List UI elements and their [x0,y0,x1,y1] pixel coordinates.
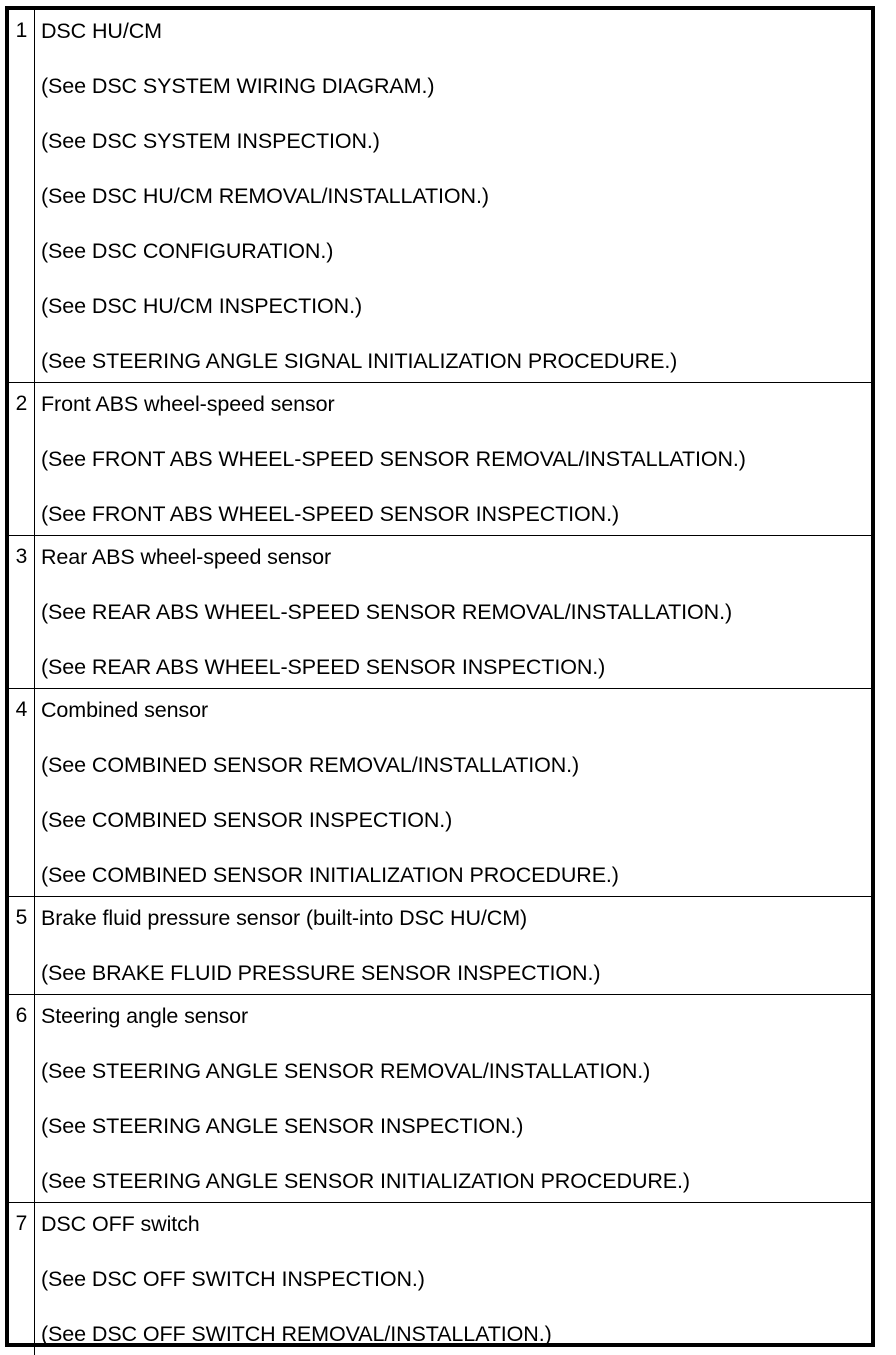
row-content [35,383,871,535]
reference-link[interactable]: (See DSC OFF SWITCH REMOVAL/INSTALLATION.) [41,1322,552,1346]
reference-link[interactable]: (See REAR ABS WHEEL-SPEED SENSOR REMOVAL/INSTALLATION.) [41,600,733,624]
row-content [35,1203,871,1355]
reference-link[interactable]: (See BRAKE FLUID PRESSURE SENSOR INSPECTION.) [41,961,601,985]
reference-link[interactable]: (See DSC OFF SWITCH INSPECTION.) [41,1267,425,1291]
row-number: 5 [9,897,35,994]
table-row [9,896,871,994]
component-title: Front ABS wheel-speed sensor [41,392,335,416]
row-number: 3 [9,536,35,688]
component-table [5,6,875,1347]
row-number: 4 [9,689,35,896]
table-row [9,535,871,688]
row-content [35,10,871,382]
row-content [35,689,871,896]
row-number: 7 [9,1203,35,1355]
component-title: Brake fluid pressure sensor (built-into DSC HU/CM) [41,906,528,930]
component-title: DSC OFF switch [41,1212,200,1236]
reference-link[interactable]: (See COMBINED SENSOR REMOVAL/INSTALLATION.) [41,753,580,777]
table-row [9,994,871,1202]
row-content [35,536,871,688]
component-title: Steering angle sensor [41,1004,249,1028]
reference-link[interactable]: (See COMBINED SENSOR INSPECTION.) [41,808,453,832]
reference-link[interactable]: (See DSC CONFIGURATION.) [41,239,334,263]
reference-link[interactable]: (See STEERING ANGLE SENSOR INITIALIZATION PROCEDURE.) [41,1169,690,1193]
row-number: 2 [9,383,35,535]
reference-link[interactable]: (See DSC SYSTEM INSPECTION.) [41,129,380,153]
table-row [9,1202,871,1355]
row-number: 6 [9,995,35,1202]
reference-link[interactable]: (See STEERING ANGLE SIGNAL INITIALIZATION PROCEDURE.) [41,349,678,373]
reference-link[interactable]: (See REAR ABS WHEEL-SPEED SENSOR INSPECTION.) [41,655,606,679]
table-row [9,688,871,896]
row-content [35,897,871,994]
reference-link[interactable]: (See DSC SYSTEM WIRING DIAGRAM.) [41,74,435,98]
reference-link[interactable]: (See DSC HU/CM REMOVAL/INSTALLATION.) [41,184,489,208]
reference-link[interactable]: (See STEERING ANGLE SENSOR REMOVAL/INSTALLATION.) [41,1059,651,1083]
component-title: Rear ABS wheel-speed sensor [41,545,332,569]
reference-link[interactable]: (See STEERING ANGLE SENSOR INSPECTION.) [41,1114,524,1138]
component-title: DSC HU/CM [41,19,162,43]
table-row [9,382,871,535]
reference-link[interactable]: (See COMBINED SENSOR INITIALIZATION PROCEDURE.) [41,863,619,887]
row-content [35,995,871,1202]
reference-link[interactable]: (See DSC HU/CM INSPECTION.) [41,294,363,318]
component-title: Combined sensor [41,698,209,722]
row-number: 1 [9,10,35,382]
reference-link[interactable]: (See FRONT ABS WHEEL-SPEED SENSOR INSPECTION.) [41,502,620,526]
reference-link[interactable]: (See FRONT ABS WHEEL-SPEED SENSOR REMOVAL/INSTALLATION.) [41,447,746,471]
table-row [9,10,871,382]
